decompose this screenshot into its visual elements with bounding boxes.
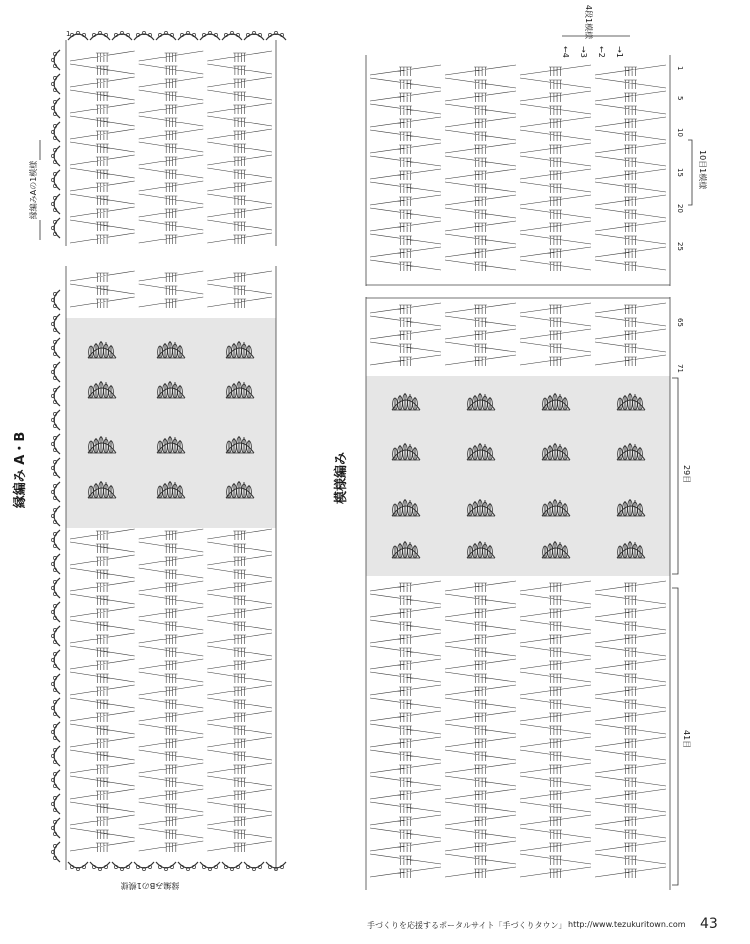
edging-scallop — [90, 862, 110, 871]
edging-scallop-side — [51, 674, 60, 694]
right-chart-title: 模様編み — [334, 451, 349, 505]
edging-scallop-side — [51, 146, 60, 166]
edging-scallop-side — [51, 746, 60, 766]
footer-url: http://www.tezukuritown.com — [568, 920, 686, 929]
edging-scallop-side — [51, 482, 60, 502]
edging-scallop-side — [51, 818, 60, 838]
edging-scallop — [156, 31, 176, 40]
edging-scallop-side — [51, 698, 60, 718]
edging-scallop — [200, 862, 220, 871]
left-chart-title: 縁編み A・B — [13, 431, 28, 509]
edging-scallop — [200, 31, 220, 40]
right-repeat-label-top: 4段1模様 — [584, 4, 593, 40]
edging-scallop-side — [51, 578, 60, 598]
edging-scallop-side — [51, 722, 60, 742]
row-number-1: 1 — [676, 66, 684, 71]
edging-scallop-side — [51, 770, 60, 790]
bracket-label-29-stitch: 29目 — [682, 465, 691, 484]
row-number-65: 65 — [676, 318, 684, 327]
edging-scallop-side — [51, 50, 60, 70]
edging-scallop-side — [51, 314, 60, 334]
row-numbers — [676, 66, 684, 373]
edging-scallop-side — [51, 410, 60, 430]
edging-scallop — [90, 31, 110, 40]
edging-scallop — [222, 31, 242, 40]
left-start-row-number: 1 — [66, 30, 71, 38]
row-arrows — [561, 46, 624, 58]
edging-scallop-side — [51, 794, 60, 814]
edging-scallop-side — [51, 98, 60, 118]
bracket-29-stitch — [672, 378, 691, 574]
edging-scallop-side — [51, 434, 60, 454]
edging-scallop-side — [51, 362, 60, 382]
footer-caption: 手づくりを応援するポータルサイト「手づくりタウン」 — [367, 921, 567, 930]
row-number-5: 5 — [676, 96, 684, 101]
edging-scallop — [134, 862, 154, 871]
edging-scallop — [178, 862, 198, 871]
stitch-rows — [70, 51, 272, 244]
page-footer — [0, 916, 750, 936]
row-arrow-1: →1 — [615, 46, 624, 58]
edging-scallop-side — [51, 530, 60, 550]
stitch-rows — [70, 271, 272, 308]
edging-scallop-side — [51, 458, 60, 478]
row-number-20: 20 — [676, 204, 684, 213]
stitch-rows — [370, 581, 666, 878]
edging-scallop-side — [51, 554, 60, 574]
row-number-15: 15 — [676, 168, 684, 177]
edging-scallop — [156, 862, 176, 871]
edging-scallop-side — [51, 218, 60, 238]
edging-scallop — [68, 31, 88, 40]
page-number: 43 — [700, 916, 718, 932]
edging-scallop — [244, 862, 264, 871]
row-arrow-4: ←4 — [561, 46, 570, 58]
row-number-25: 25 — [676, 242, 684, 251]
stitch-rows — [370, 65, 666, 271]
edging-scallop-side — [51, 74, 60, 94]
edging-scallop — [134, 31, 154, 40]
left-chart — [12, 30, 286, 891]
row-number-71: 71 — [676, 364, 684, 373]
edging-scallop-side — [51, 506, 60, 526]
row-number-10: 10 — [676, 128, 684, 137]
left-repeat-label-bottom: 縁編みBの1模様 — [120, 881, 180, 890]
edging-scallop-side — [51, 290, 60, 310]
edging-scallop — [178, 31, 198, 40]
left-repeat-label-top: 縁編みAの1模様 — [29, 160, 38, 220]
stitch-rows — [70, 529, 272, 852]
row-arrow-3: →3 — [579, 46, 588, 58]
edging-scallop-side — [51, 650, 60, 670]
edging-scallop-side — [51, 194, 60, 214]
edging-scallop — [68, 862, 88, 871]
bracket-10-stitch — [688, 140, 708, 205]
edging-scallop — [112, 31, 132, 40]
stitch-rows — [370, 303, 666, 366]
edging-scallop-side — [51, 602, 60, 622]
right-chart — [333, 5, 708, 890]
bracket-label-41-stitch: 41目 — [682, 730, 691, 749]
edging-scallop-side — [51, 842, 60, 862]
edging-scallop — [244, 31, 264, 40]
bracket-label-10-stitch: 10目1模様 — [698, 150, 707, 190]
edging-scallop — [266, 31, 286, 40]
edging-scallop — [112, 862, 132, 871]
edging-scallop-side — [51, 170, 60, 190]
edging-scallop-side — [51, 338, 60, 358]
row-arrow-2: ←2 — [597, 46, 606, 58]
edging-scallop — [222, 862, 242, 871]
edging-scallop-side — [51, 386, 60, 406]
bracket-41-stitch — [672, 588, 691, 885]
edging-scallop-side — [51, 122, 60, 142]
edging-scallop-side — [51, 626, 60, 646]
